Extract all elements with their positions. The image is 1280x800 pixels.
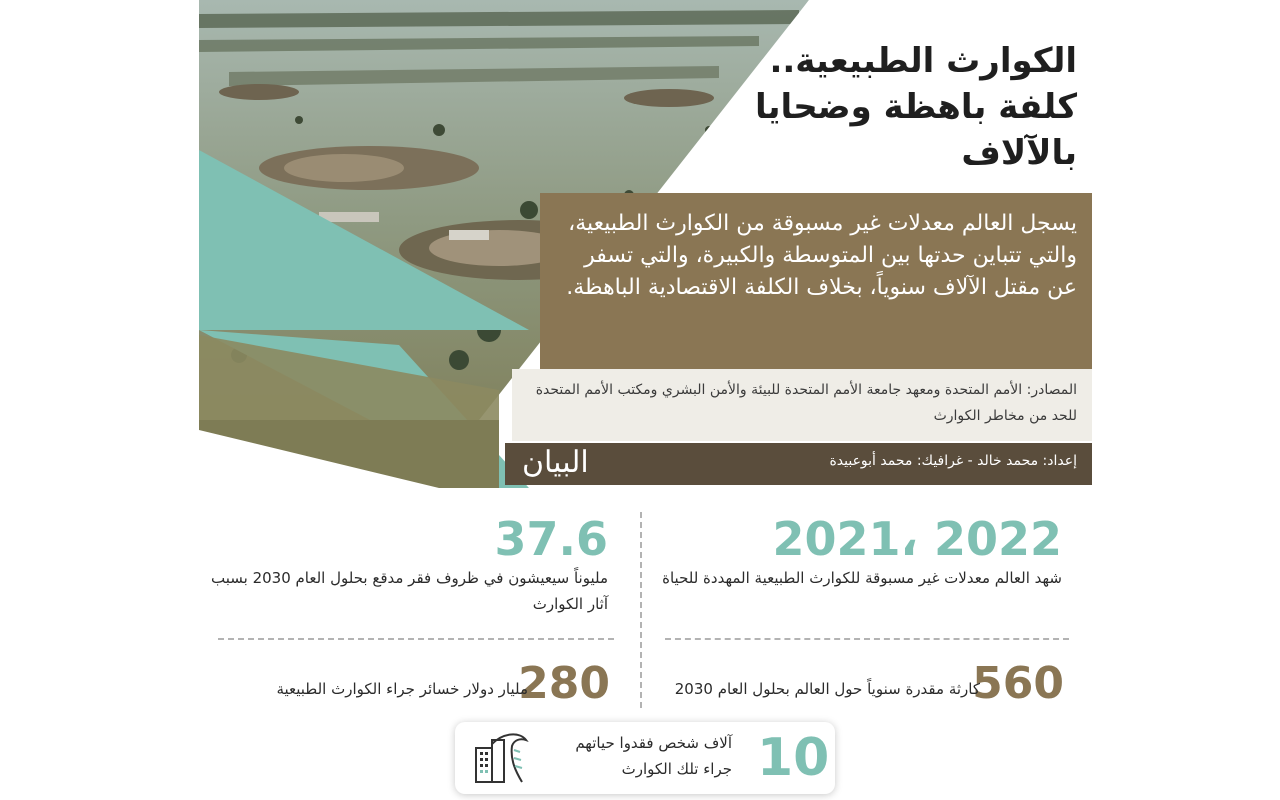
stat-poverty-value: 37.6 <box>494 512 608 566</box>
vertical-divider <box>640 512 642 708</box>
stat-poverty-text: مليوناً سيعيشون في ظروف فقر مدقع بحلول العام 2030 بسبب آثار الكوارث <box>210 569 608 613</box>
stat-deaths-line-2: جراء تلك الكوارث <box>621 760 732 778</box>
stat-losses-text: مليار دولار خسائر جراء الكوارث الطبيعية <box>276 680 528 698</box>
title-line-2: كلفة باهظة وضحايا <box>754 87 1077 127</box>
stat-years-text: شهد العالم معدلات غير مسبوقة للكوارث الطبيعية المهددة للحياة <box>662 569 1062 587</box>
flood-building-icon <box>470 730 530 784</box>
stat-deaths-line-1: آلاف شخص فقدوا حياتهم <box>575 734 732 752</box>
title-line-1: الكوارث الطبيعية.. <box>769 41 1077 81</box>
stat-deaths-value: 10 <box>757 728 830 788</box>
sources-text: المصادر: الأمم المتحدة ومعهد جامعة الأمم المتحدة للبيئة والأمن البشري ومكتب الأمم المتحدة للحد من مخاطر الكوارث <box>535 382 1077 424</box>
stat-disasters-text: كارثة مقدرة سنوياً حول العالم بحلول العام 2030 <box>674 680 980 698</box>
title-line-3: بالآلاف <box>961 133 1077 173</box>
albayan-logo: البيان <box>522 445 589 480</box>
credits-text: إعداد: محمد خالد - غرافيك: محمد أبوعبيدة <box>829 453 1077 469</box>
page-title <box>717 38 1077 176</box>
divider-right <box>665 638 1069 640</box>
divider-left <box>218 638 614 640</box>
stat-years-value: 2021، 2022 <box>772 512 1062 566</box>
stat-disasters-value: 560 <box>972 658 1064 709</box>
stat-losses-value: 280 <box>518 658 610 709</box>
intro-text: يسجل العالم معدلات غير مسبوقة من الكوارث الطبيعية، والتي تتباين حدتها بين المتوسطة والكبيرة، والتي تسفر عن مقتل الآلاف سنوياً، بخلاف الكلفة الاقتصادية الباهظة. <box>566 211 1077 300</box>
